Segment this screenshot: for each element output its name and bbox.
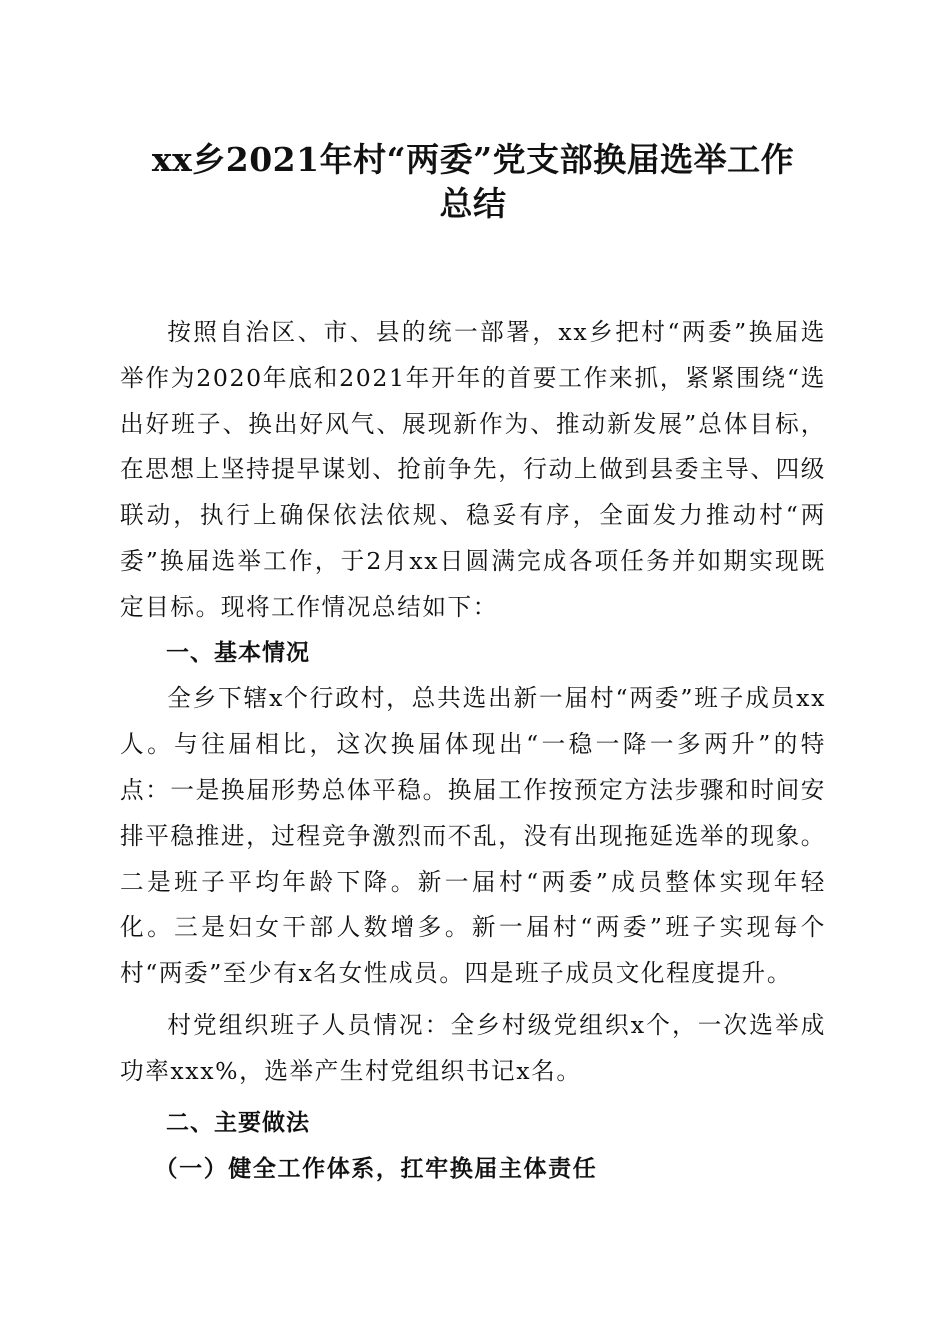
intro-paragraph: 按照自治区、市、县的统一部署，xx乡把村“两委”换届选举作为2020年底和2021年开年的首要工作来抓，紧紧围绕“选出好班子、换出好风气、展现新作为、推动新发展”总体目标，在思想上坚持提早谋划、抢前争先，行动上做到县委主导、四级联动，执行上确保依法依规、稳妥有序，全面发力推动村“两委”换届选举工作，于2月xx日圆满完成各项任务并如期实现既定目标。现将工作情况总结如下： bbox=[120, 318, 826, 621]
document-title bbox=[120, 138, 826, 226]
document-page bbox=[120, 138, 826, 1192]
document-body bbox=[120, 310, 826, 1192]
party-organization-paragraph: 村党组织班子人员情况：全乡村级党组织x个，一次选举成功率xxx%，选举产生村党组织书记x名。 bbox=[120, 1010, 826, 1085]
basic-situation-paragraph: 全乡下辖x个行政村，总共选出新一届村“两委”班子成员xx人。与往届相比，这次换届体现出“一稳一降一多两升”的特点：一是换届形势总体平稳。换届工作按预定方法步骤和时间安排平稳推进，过程竞争激烈而不乱，没有出现拖延选举的现象。二是班子平均年龄下降。新一届村“两委”成员整体实现年轻化。三是妇女干部人数增多。新一届村“两委”班子实现每个村“两委”至少有x名女性成员。四是班子成员文化程度提升。 bbox=[120, 684, 826, 988]
subsection-heading-work-system: （一）健全工作体系，扛牢换届主体责任 bbox=[154, 1155, 598, 1183]
title-line-2: 总结 bbox=[439, 184, 507, 223]
section-heading-main-practices: 二、主要做法 bbox=[166, 1109, 310, 1136]
title-line-1: xx乡2021年村“两委”党支部换届选举工作 bbox=[151, 140, 795, 179]
section-heading-basic-situation: 一、基本情况 bbox=[166, 639, 310, 666]
